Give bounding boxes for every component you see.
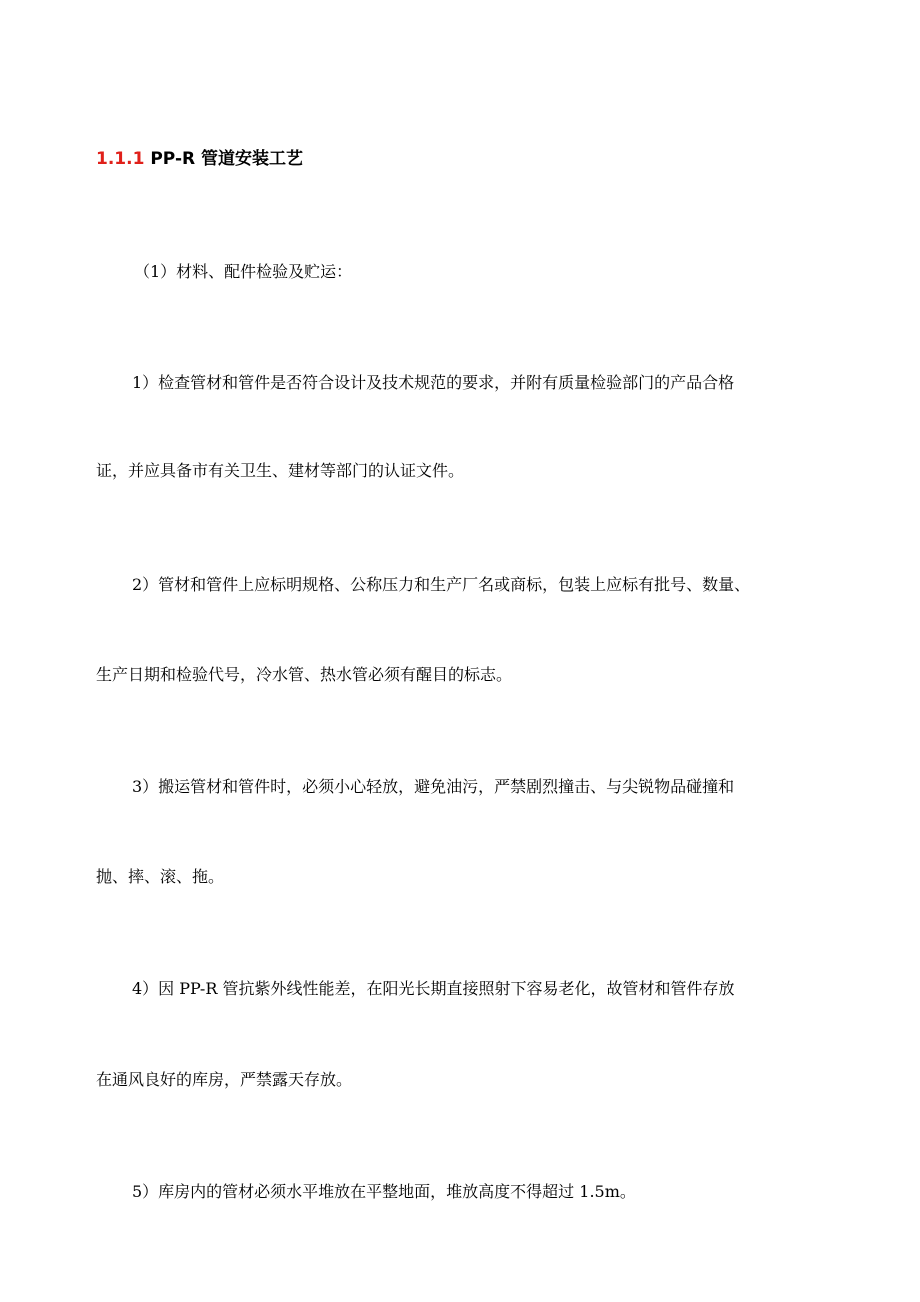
heading-number: 1.1.1 xyxy=(96,149,145,169)
paragraph-3-line-2: 抛、摔、滚、拖。 xyxy=(96,867,225,886)
section-heading xyxy=(96,149,920,169)
paragraph-2-line-1: 2）管材和管件上应标明规格、公称压力和生产厂名或商标，包装上应标有批号、数量、 xyxy=(132,575,751,594)
paragraph-4-line-1: 4）因 PP-R 管抗紫外线性能差，在阳光长期直接照射下容易老化，故管材和管件存放 xyxy=(132,979,735,998)
paragraph-4-line-2: 在通风良好的库房，严禁露天存放。 xyxy=(96,1070,353,1089)
paragraph-3-line-1: 3）搬运管材和管件时，必须小心轻放，避免油污，严禁剧烈撞击、与尖锐物品碰撞和 xyxy=(132,777,735,796)
paragraph-1-line-2: 证，并应具备市有关卫生、建材等部门的认证文件。 xyxy=(96,461,465,480)
heading-title: PP-R 管道安装工艺 xyxy=(150,149,304,169)
paragraph-1-line-1: 1）检查管材和管件是否符合设计及技术规范的要求，并附有质量检验部门的产品合格 xyxy=(132,373,735,392)
subsection-title: （1）材料、配件检验及贮运： xyxy=(134,262,353,281)
paragraph-2-line-2: 生产日期和检验代号，冷水管、热水管必须有醒目的标志。 xyxy=(96,665,513,684)
paragraph-5-line-1: 5）库房内的管材必须水平堆放在平整地面，堆放高度不得超过 1.5m。 xyxy=(132,1182,636,1201)
